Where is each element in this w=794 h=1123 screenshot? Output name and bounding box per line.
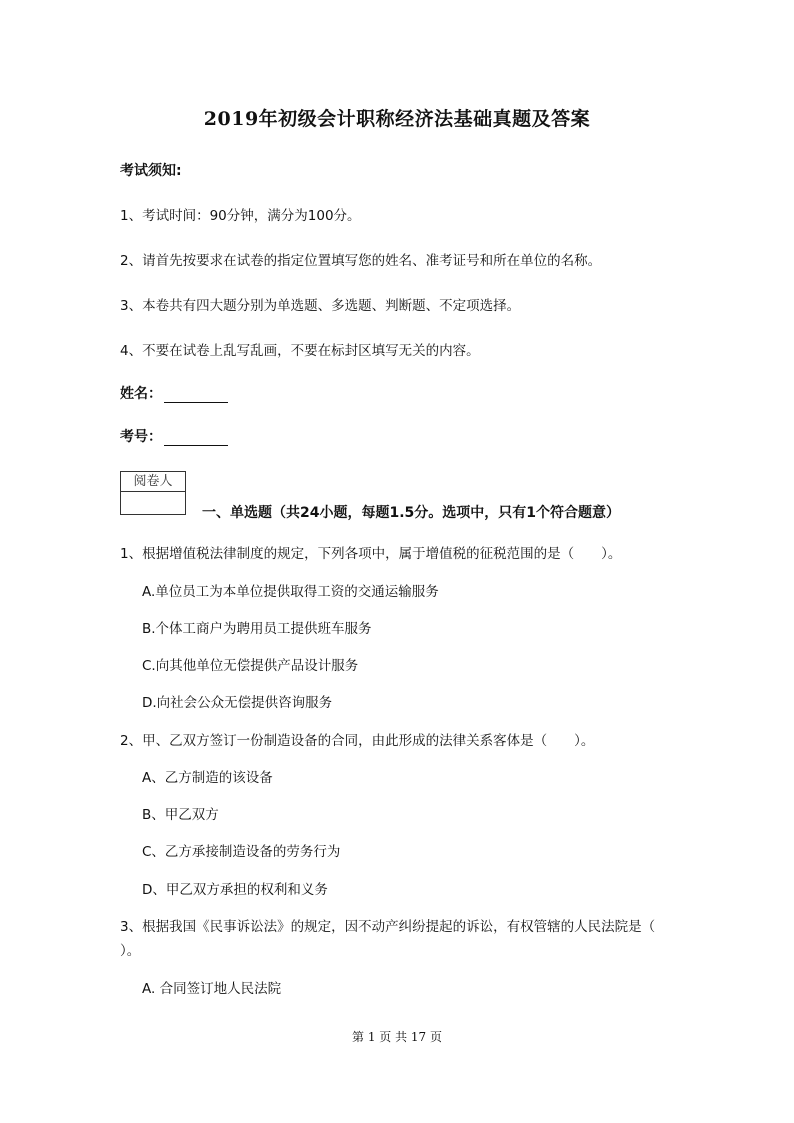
notice-heading: 考试须知: xyxy=(120,163,182,179)
name-field xyxy=(120,383,228,403)
question-text-continued: ）。 xyxy=(120,943,141,959)
grader-label: 阅卷人 xyxy=(121,472,185,492)
grader-box xyxy=(120,471,186,515)
question-option: B.个体工商户为聘用员工提供班车服务 xyxy=(142,621,372,637)
id-field xyxy=(120,426,228,446)
question-option: C.向其他单位无偿提供产品设计服务 xyxy=(142,658,359,674)
section-title: 一、单选题（共24小题，每题1.5分。选项中，只有1个符合题意） xyxy=(202,505,621,521)
question-text: 1、根据增值税法律制度的规定，下列各项中，属于增值税的征税范围的是（ ）。 xyxy=(120,546,622,562)
question-option: A、乙方制造的该设备 xyxy=(142,770,273,786)
page-footer: 第 1 页 共 17 页 xyxy=(352,1030,442,1044)
id-label: 考号： xyxy=(120,429,162,445)
question-option: D、甲乙双方承担的权利和义务 xyxy=(142,882,328,898)
page-title: 2019年初级会计职称经济法基础真题及答案 xyxy=(203,108,591,130)
id-blank xyxy=(164,431,228,446)
name-blank xyxy=(164,388,228,403)
question-text: 2、甲、乙双方签订一份制造设备的合同，由此形成的法律关系客体是（ ）。 xyxy=(120,733,595,749)
notice-item: 4、不要在试卷上乱写乱画，不要在标封区填写无关的内容。 xyxy=(120,343,480,359)
question-option: D.向社会公众无偿提供咨询服务 xyxy=(142,695,333,711)
question-option: A.单位员工为本单位提供取得工资的交通运输服务 xyxy=(142,584,439,600)
question-option: B、甲乙双方 xyxy=(142,807,219,823)
question-text: 3、根据我国《民事诉讼法》的规定，因不动产纠纷提起的诉讼，有权管辖的人民法院是（ xyxy=(120,919,656,935)
notice-item: 2、请首先按要求在试卷的指定位置填写您的姓名、准考证号和所在单位的名称。 xyxy=(120,253,602,269)
notice-item: 3、本卷共有四大题分别为单选题、多选题、判断题、不定项选择。 xyxy=(120,298,521,314)
question-option: A. 合同签订地人民法院 xyxy=(142,981,282,997)
name-label: 姓名： xyxy=(120,386,162,402)
notice-item: 1、考试时间：90分钟，满分为100分。 xyxy=(120,208,361,224)
question-option: C、乙方承接制造设备的劳务行为 xyxy=(142,844,341,860)
